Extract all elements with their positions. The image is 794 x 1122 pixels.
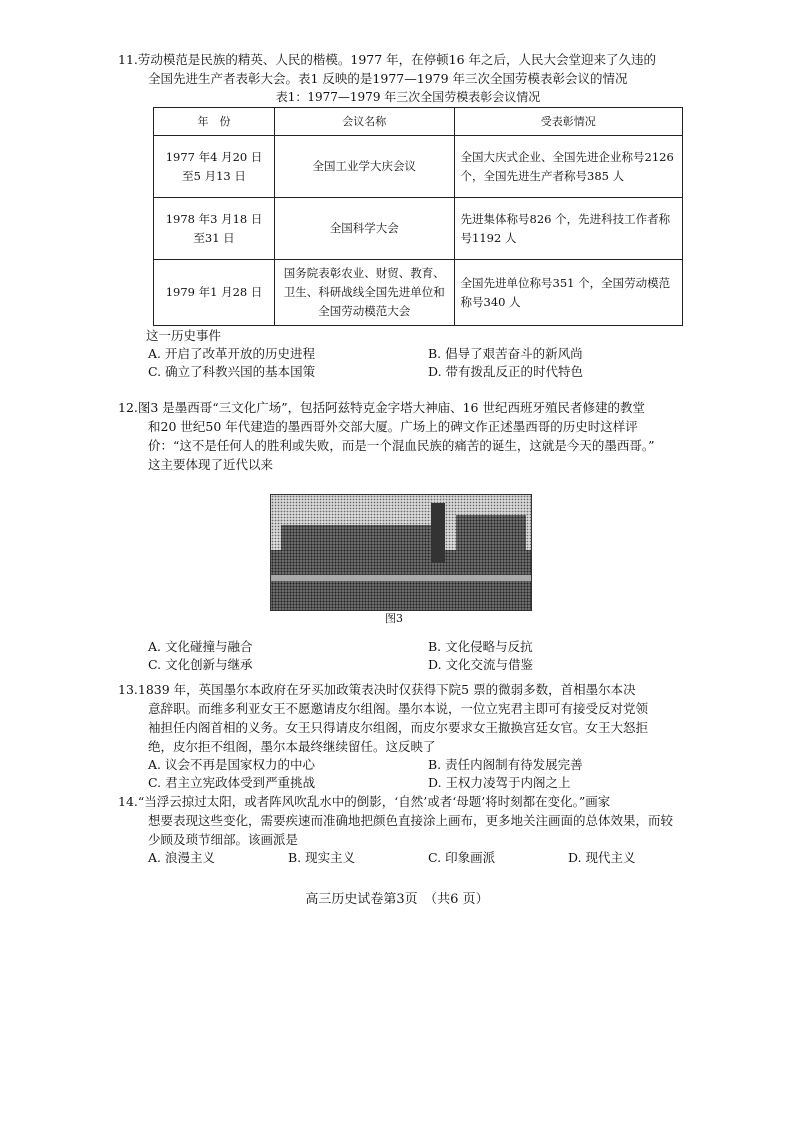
option-d: D. 王权力凌驾于内阁之上 xyxy=(428,775,571,790)
q11-stem-line2: 全国先进生产者表彰大会。表1 反映的是1977—1979 年三次全国劳模表彰会议的情况 xyxy=(148,71,628,86)
option-c: C. 确立了科教兴国的基本国策 xyxy=(148,364,316,379)
table-row xyxy=(154,198,683,260)
q13-stem-line3: 袖担任内阁首相的义务。女王只得请皮尔组阁，而皮尔要求女王撤换宫廷女官。女王大怒拒 xyxy=(148,720,649,735)
cell-year: 1979 年1 月28 日 xyxy=(154,260,275,326)
q14-stem-line1: 14.“当浮云掠过太阳，或者阵风吹乱水中的倒影，‘自然’或者‘母题’将时刻都在变化。”画家 xyxy=(118,794,611,809)
q11-table-caption: 表1：1977—1979 年三次全国劳模表彰会议情况 xyxy=(275,90,541,104)
q12-stem-line4: 这主要体现了近代以来 xyxy=(148,457,274,472)
question-12-options xyxy=(118,638,698,674)
q12-stem-line2: 和20 世纪50 年代建造的墨西哥外交部大厦。广场上的碑文作正述墨西哥的历史时这样评 xyxy=(148,419,638,434)
q13-options xyxy=(148,756,698,792)
option-a: A. 浪漫主义 xyxy=(148,850,215,865)
option-a: A. 开启了改革开放的历史进程 xyxy=(148,346,315,361)
option-b: B. 文化侵略与反抗 xyxy=(428,639,533,654)
table-header-year: 年 份 xyxy=(154,108,275,136)
q13-stem-line2: 意辞职。而维多利亚女王不愿邀请皮尔组阁。墨尔本说，一位立宪君主即可有接受反对党领 xyxy=(148,701,649,716)
option-d: D. 带有拨乱反正的时代特色 xyxy=(428,364,584,379)
cell-meeting: 全国工业学大庆会议 xyxy=(275,136,454,198)
cell-meeting: 全国科学大会 xyxy=(275,198,454,260)
table-header-meeting: 会议名称 xyxy=(275,108,454,136)
q12-options xyxy=(148,638,698,674)
q11-stem-line1: 11.劳动模范是民族的精英、人民的楷模。1977 年，在停顿16 年之后，人民大会堂迎来了久违的 xyxy=(118,52,657,67)
question-14 xyxy=(118,792,698,867)
option-c: C. 印象画派 xyxy=(428,850,496,865)
question-13 xyxy=(118,680,698,792)
q12-stem-line3: 价：“这不是任何人的胜利或失败，而是一个混血民族的痛苦的诞生，这就是今天的墨西哥。” xyxy=(148,438,655,453)
option-d: D. 现代主义 xyxy=(568,850,636,865)
q14-stem-line3: 少顾及琐节细部。该画派是 xyxy=(148,832,299,847)
option-a: A. 文化碰撞与融合 xyxy=(148,639,253,654)
cell-year: 1977 年4 月20 日至5 月13 日 xyxy=(154,136,275,198)
option-b: B. 倡导了艰苦奋斗的新风尚 xyxy=(428,346,583,361)
page-footer: 高三历史试卷第3页 （共6 页） xyxy=(305,892,489,907)
option-d: D. 文化交流与借鉴 xyxy=(428,657,534,672)
plaza-photo-image xyxy=(271,495,531,610)
q12-stem-line1: 12.图3 是墨西哥“三文化广场”，包括阿兹特克金字塔大神庙、16 世纪西班牙殖民者修建的教堂 xyxy=(118,400,645,415)
option-b: B. 责任内阁制有待发展完善 xyxy=(428,757,583,772)
cell-awards: 先进集体称号826 个，先进科技工作者称号1192 人 xyxy=(454,198,682,260)
cell-meeting: 国务院表彰农业、财贸、教育、卫生、科研战线全国先进单位和全国劳动模范大会 xyxy=(275,260,454,326)
table-row xyxy=(154,136,683,198)
table-row xyxy=(154,260,683,326)
option-c: C. 君主立宪政体受到严重挑战 xyxy=(148,775,316,790)
q13-stem-line4: 绝，皮尔拒不组阁，墨尔本最终继续留任。这反映了 xyxy=(148,739,436,754)
q11-table xyxy=(153,107,683,326)
q14-stem-line2: 想要表现这些变化，需要疾速而准确地把颜色直接涂上画布，更多地关注画面的总体效果，而较 xyxy=(148,813,674,828)
question-11 xyxy=(118,50,698,381)
cell-awards: 全国先进单位称号351 个，全国劳动模范称号340 人 xyxy=(454,260,682,326)
option-b: B. 现实主义 xyxy=(288,850,356,865)
q11-options xyxy=(148,345,698,381)
figure-label: 图3 xyxy=(385,612,403,625)
option-c: C. 文化创新与继承 xyxy=(148,657,253,672)
option-a: A. 议会不再是国家权力的中心 xyxy=(148,757,315,772)
cell-year: 1978 年3 月18 日至31 日 xyxy=(154,198,275,260)
question-12 xyxy=(118,398,698,474)
plaza-photo xyxy=(270,494,532,611)
q13-stem-line1: 13.1839 年，英国墨尔本政府在牙买加政策表决时仅获得下院5 票的微弱多数，首相墨尔本决 xyxy=(118,682,636,697)
q14-options xyxy=(148,849,698,867)
cell-awards: 全国大庆式企业、全国先进企业称号2126 个，全国先进生产者称号385 人 xyxy=(454,136,682,198)
table-header-awards: 受表彰情况 xyxy=(454,108,682,136)
q11-stem-end: 这一历史事件 xyxy=(146,328,222,343)
